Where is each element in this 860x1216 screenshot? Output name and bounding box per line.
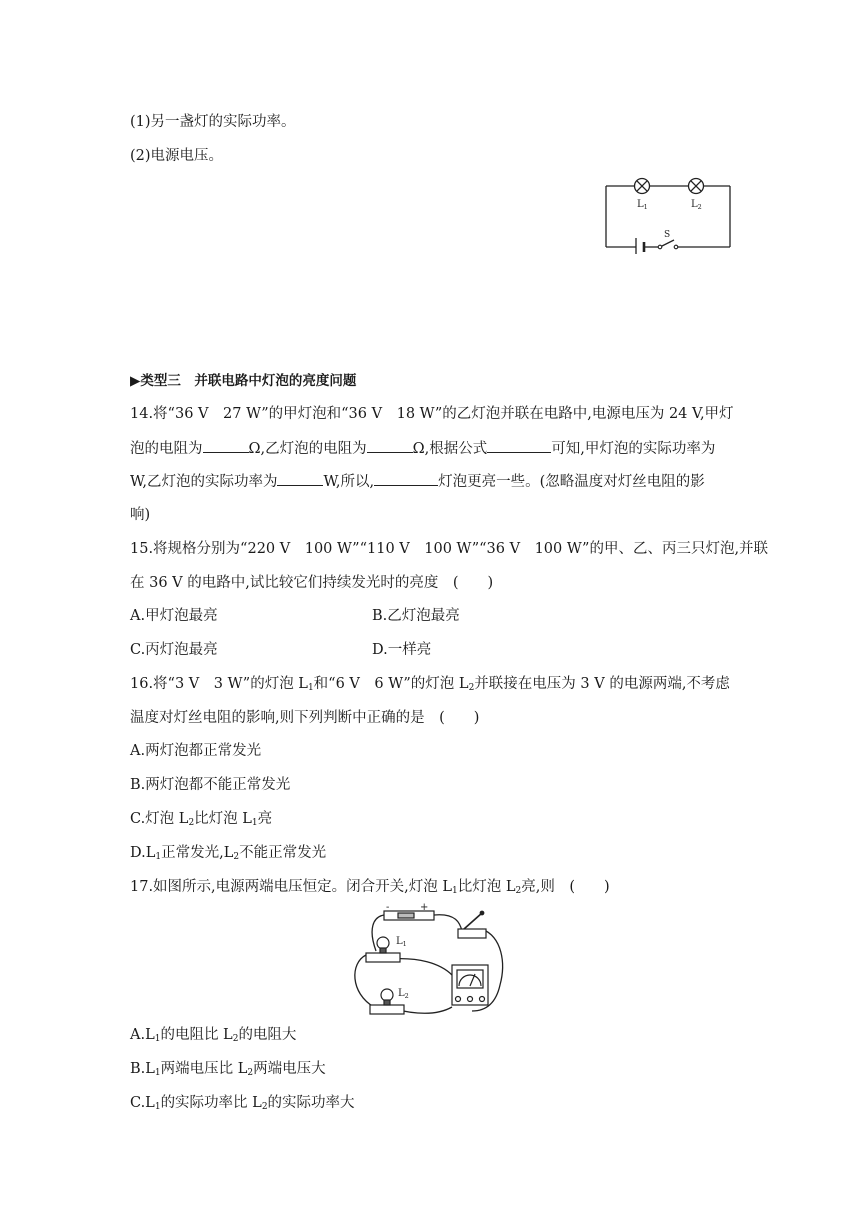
battery-icon: [636, 238, 644, 254]
q14-blank-5[interactable]: [374, 471, 438, 486]
lamp-l1-icon: [635, 179, 650, 194]
svg-text:L2: $L_2$: [398, 988, 409, 1000]
q16-option-d[interactable]: $D.L_1$正常发光$,L_2$不能正常发光: [130, 845, 327, 862]
lamp-l2-icon: [689, 179, 704, 194]
q17-option-a[interactable]: $A.L_1$的电阻比 $L_2$的电阻大: [130, 1027, 297, 1044]
series-circuit-figure: [600, 174, 736, 254]
q17-option-b[interactable]: $B.L_1$两端电压比 $L_2$两端电压大: [130, 1061, 326, 1078]
svg-text:-: -: [386, 903, 390, 913]
q14-blank-3[interactable]: [487, 438, 551, 453]
q14-line4: 响): [130, 507, 151, 523]
q15-option-c[interactable]: C.丙灯泡最亮: [130, 642, 218, 658]
sub-question-2: (2)电源电压。: [130, 148, 224, 164]
q14-line1: 14.将“36 V 27 W”的甲灯泡和“36 V 18 W”的乙灯泡并联在电路中,电源电压为 24 V,甲灯: [130, 406, 734, 422]
switch-icon: [658, 245, 678, 249]
q16-line1: 16.将“3 V 3 W”的灯泡 $L_1$和“6 V 6 W”的灯泡 $L_2$并联接在电压为 3 V 的电源两端,不考虑: [130, 676, 730, 693]
svg-text:L1: $L_1$: [396, 936, 407, 948]
q17-line1: 17.如图所示,电源两端电压恒定。闭合开关,灯泡 $L_1$比灯泡 $L_2$亮,则 ( ): [130, 879, 610, 896]
physical-circuit-figure: [348, 903, 510, 1019]
q14-line3: W,乙灯泡的实际功率为 W,所以, 灯泡更亮一些。(忽略温度对灯丝电阻的影: [130, 471, 705, 492]
q14-line2: 泡的电阻为 Ω,乙灯泡的电阻为 Ω,根据公式 可知,甲灯泡的实际功率为: [130, 438, 715, 459]
switch-icon: [458, 911, 486, 938]
meter-icon: [452, 965, 488, 1005]
q15-line2: 在 36 V 的电路中,试比较它们持续发光时的亮度 ( ): [130, 575, 494, 591]
svg-text:S: S: [664, 230, 671, 240]
section-heading: [130, 371, 356, 391]
q15-option-a[interactable]: A.甲灯泡最亮: [130, 608, 218, 624]
q17-option-c[interactable]: $C.L_1$的实际功率比 $L_2$的实际功率大: [130, 1095, 355, 1112]
q15-option-d[interactable]: D.一样亮: [372, 642, 432, 658]
q15-line1: 15.将规格分别为“220 V 100 W”“110 V 100 W”“36 V 100 W”的甲、乙、丙三只灯泡,并联: [130, 541, 769, 557]
q16-option-a[interactable]: A.两灯泡都正常发光: [130, 743, 262, 759]
svg-text:L2: $L_2$: [691, 199, 702, 211]
q16-option-c[interactable]: C.灯泡 $L_2$比灯泡 $L_1$亮: [130, 811, 273, 828]
q15-option-b[interactable]: B.乙灯泡最亮: [372, 608, 460, 624]
q16-option-b[interactable]: B.两灯泡都不能正常发光: [130, 777, 291, 793]
q16-line2: 温度对灯丝电阻的影响,则下列判断中正确的是 ( ): [130, 710, 480, 726]
lamp-l1-icon: [366, 937, 400, 962]
svg-text:L1: $L_1$: [637, 199, 648, 211]
sub-question-1: (1)另一盏灯的实际功率。: [130, 114, 296, 130]
q14-blank-4[interactable]: [277, 471, 323, 486]
svg-text:+: +: [420, 903, 429, 913]
section-title: 类型三 并联电路中灯泡的亮度问题: [140, 373, 357, 389]
section-marker: ▶: [130, 373, 141, 389]
q14-blank-1[interactable]: [203, 438, 249, 453]
q14-blank-2[interactable]: [367, 438, 413, 453]
